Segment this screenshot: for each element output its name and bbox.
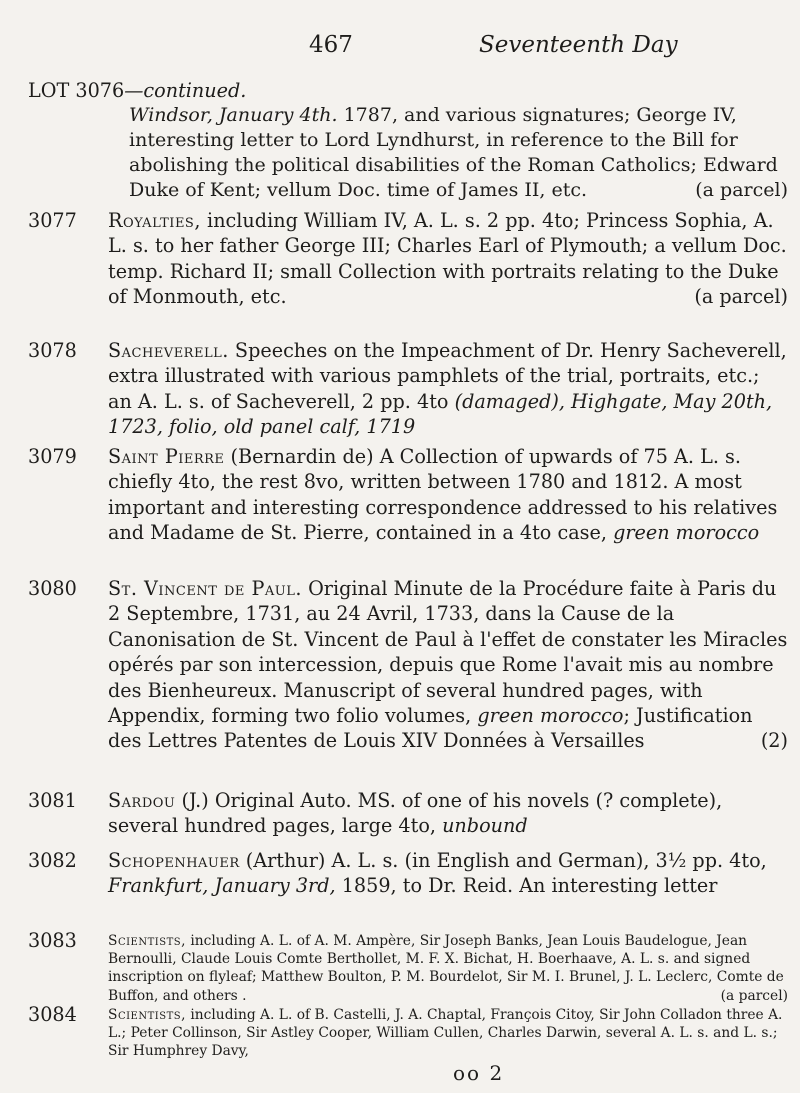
- parcel-note: (a parcel): [720, 987, 788, 1004]
- entry-body: [108, 444, 788, 546]
- lot-entry: [28, 788, 788, 839]
- lot-entry: [28, 576, 788, 754]
- lot-entry: [28, 444, 788, 546]
- lot-entry: [28, 848, 788, 899]
- entry-body: [108, 208, 788, 310]
- lot-entry: [28, 1003, 788, 1061]
- entry-heading: Royalties,: [108, 209, 201, 232]
- entry-text: Original Minute de la Procédure faite à Paris du 2 Septembre, 1731, au 24 Avril, 1733, dans la Cause de la Canonisation de St. Vincent de Paul à l'effet de constater les Miracles opérés par son intercession, depuis que Rome l'avait mis au nombre des Bienheureux. Manuscript of several hundred pages, with Appendix, forming two folio volumes,: [108, 577, 788, 728]
- entry-text: (J.) Original Auto. MS. of one of his novels (? complete), several hundred pages, large 4to,: [108, 789, 723, 838]
- entry-italic: unbound: [442, 814, 528, 838]
- running-title: Seventeenth Day: [479, 32, 678, 58]
- lot-number: 3080: [28, 577, 77, 600]
- entry-text: 1787, and various signatures; George IV, interesting letter to Lord Lyndhurst, in reference to the Bill for abolishing the political disabilities of the Roman Catholics; Edward Duke of Kent; vellum Doc. time of James II, etc.: [129, 104, 778, 202]
- entry-body: [108, 788, 788, 839]
- entry-text: including A. L. of B. Castelli, J. A. Chaptal, François Citoy, Sir John Colladon three A. L.; Peter Collinson, Sir Astley Cooper, William Cullen, Charles Darwin, several A. L. s. and L. s.; Sir Humphrey Davy,: [108, 1007, 783, 1060]
- entry-text-after: ; Justification des Lettres Patentes de Louis XIV Données à Versailles: [108, 704, 753, 753]
- lot-number: 3078: [28, 339, 77, 362]
- lot-entry: [28, 929, 788, 1005]
- entry-heading: Sacheverell.: [108, 339, 229, 362]
- page-number: 467: [309, 32, 353, 58]
- parcel-note: (2): [760, 729, 788, 753]
- entry-text: including William IV, A. L. s. 2 pp. 4to; Princess Sophia, A. L. s. to her father George III; Charles Earl of Plymouth; a vellum Doc. temp. Richard II; small Collection with portraits relating to the Duke of Monmouth, etc.: [108, 209, 787, 309]
- entry-body: [108, 576, 788, 754]
- signature-mark: oo 2: [453, 1061, 505, 1085]
- entry-heading: Scientists,: [108, 933, 186, 949]
- lot-number: 3077: [28, 209, 77, 232]
- entry-text-after: 1859, to Dr. Reid. An interesting letter: [335, 874, 718, 898]
- entry-body: [108, 338, 788, 440]
- entry-heading: Schopenhauer: [108, 849, 240, 872]
- entry-heading: St. Vincent de Paul.: [108, 577, 302, 600]
- entry-heading: Sardou: [108, 789, 176, 812]
- page-header: [0, 32, 800, 62]
- lot-3076-continued: [28, 78, 788, 203]
- entry-body: [108, 1006, 788, 1061]
- lot-label-line: [28, 78, 246, 103]
- lot-number: 3079: [28, 445, 77, 468]
- entry-italic: green morocco: [477, 704, 624, 728]
- entry-text: (Bernardin de) A Collection of upwards of 75 A. L. s. chiefly 4to, the rest 8vo, written between 1780 and 1812. A most important and interesting correspondence addressed to his relatives and Madame de St. Pierre, contained in a 4to case,: [108, 445, 778, 545]
- lot-number: 3076: [75, 79, 125, 102]
- lot-number: 3083: [28, 929, 77, 952]
- lot-number: 3081: [28, 789, 77, 812]
- entry-text: Speeches on the Impeachment of Dr. Henry Sacheverell, extra illustrated with various pamphlets of the trial, portraits, etc.; an A. L. s. of Sacheverell, 2 pp. 4to: [108, 339, 787, 413]
- entry-italic: Frankfurt, January 3rd,: [108, 874, 336, 898]
- entry-text: including A. L. of A. M. Ampère, Sir Joseph Banks, Jean Louis Baudelogue, Jean Bernoulli, Claude Louis Comte Berthollet, M. F. X. Bichat, H. Boerhaave, A. L. s. and signed inscription on flyleaf; Matthew Boulton, P. M. Bourdelot, Sir M. I. Brunel, J. L. Leclerc, Comte de Buffon, and others .: [108, 933, 784, 1004]
- lot-number: 3084: [28, 1003, 77, 1026]
- lot-number: 3082: [28, 849, 77, 872]
- continued-label: —continued.: [124, 79, 247, 102]
- entry-date: Windsor, January 4th.: [129, 104, 338, 126]
- entry-body: [108, 932, 788, 1005]
- lot-entry: [28, 338, 788, 440]
- entry-heading: Saint Pierre: [108, 445, 225, 468]
- lot-label: LOT: [28, 79, 70, 102]
- lot-entry: [28, 208, 788, 310]
- entry-italic: green morocco: [613, 521, 760, 545]
- entry-body: [108, 848, 788, 899]
- entry-italic: (damaged), Highgate, May 20th, 1723, folio, old panel calf, 1719: [108, 389, 773, 439]
- entry-heading: Scientists,: [108, 1007, 186, 1023]
- parcel-note: (a parcel): [694, 285, 788, 309]
- entry-text: (Arthur) A. L. s. (in English and German), 3½ pp. 4to,: [239, 849, 767, 872]
- parcel-note: (a parcel): [695, 179, 788, 202]
